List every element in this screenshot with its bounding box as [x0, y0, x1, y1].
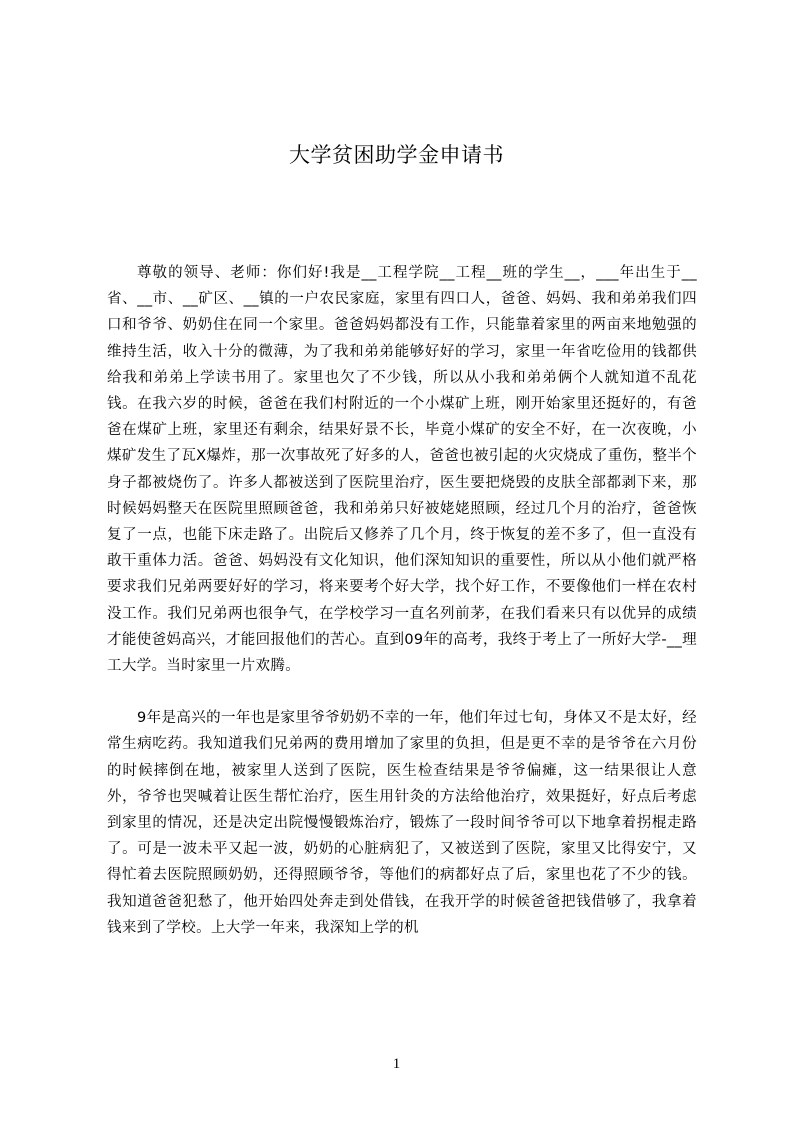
document-title: 大学贫困助学金申请书	[289, 143, 504, 167]
body-paragraph-2: 9年是高兴的一年也是家里爷爷奶奶不幸的一年，他们年过七旬，身体又不是太好，经常生病吃药。我知道我们兄弟两的费用增加了家里的负担，但是更不幸的是爷爷在六月份的时候摔倒在地，被家里人送到了医院，医生检查结果是爷爷偏瘫，这一结果很让人意外，爷爷也哭喊着让医生帮忙治疗，医生用针灸的方法给他治疗，效果挺好，好点后考虑到家里的情况，还是决定出院慢慢锻炼治疗，锻炼了一段时间爷爷可以下地拿着拐棍走路了。可是一波未平又起一波，奶奶的心脏病犯了，又被送到了医院，家里又比得安宁，又得忙着去医院照顾奶奶，还得照顾爷爷，等他们的病都好点了后，家里也花了不少的钱。我知道爸爸犯愁了，他开始四处奔走到处借钱，在我开学的时候爸爸把钱借够了，我拿着钱来到了学校。上大学一年来，我深知上学的机	[107, 710, 697, 936]
document-body	[107, 260, 697, 941]
page-number: 1	[392, 1056, 401, 1072]
body-paragraph-1: 尊敬的领导、老师：你们好!我是__工程学院__工程__班的学生__，___年出生于__省、__市、__矿区、__镇的一户农民家庭，家里有四口人，爸爸、妈妈、我和弟弟我们四口和爷爷、奶奶住在同一个家里。爸爸妈妈都没有工作，只能靠着家里的两亩来地勉强的维持生活，收入十分的微薄，为了我和弟弟能够好好的学习，家里一年省吃俭用的钱都供给我和弟弟上学读书用了。家里也欠了不少钱，所以从小我和弟弟俩个人就知道不乱花钱。在我六岁的时候，爸爸在我们村附近的一个小煤矿上班，刚开始家里还挺好的，有爸爸在煤矿上班，家里还有剩余，结果好景不长，毕竟小煤矿的安全不好，在一次夜晚，小煤矿发生了瓦X爆炸，那一次事故死了好多的人，爸爸也被引起的火灾烧成了重伤，整半个身子都被烧伤了。许多人都被送到了医院里治疗，医生要把烧毁的皮肤全部都剥下来，那时候妈妈整天在医院里照顾爸爸，我和弟弟只好被姥姥照顾，经过几个月的治疗，爸爸恢复了一点，也能下床走路了。出院后又修养了几个月，终于恢复的差不多了，但一直没有敢干重体力活。爸爸、妈妈没有文化知识，他们深知知识的重要性，所以从小他们就严格要求我们兄弟两要好好的学习，将来要考个好大学，找个好工作，不要像他们一样在农村没工作。我们兄弟两也很争气，在学校学习一直名列前茅，在我们看来只有以优异的成绩才能使爸妈高兴，才能回报他们的苦心。直到09年的高考，我终于考上了一所好大学-__理工大学。当时家里一片欢腾。	[107, 265, 697, 675]
